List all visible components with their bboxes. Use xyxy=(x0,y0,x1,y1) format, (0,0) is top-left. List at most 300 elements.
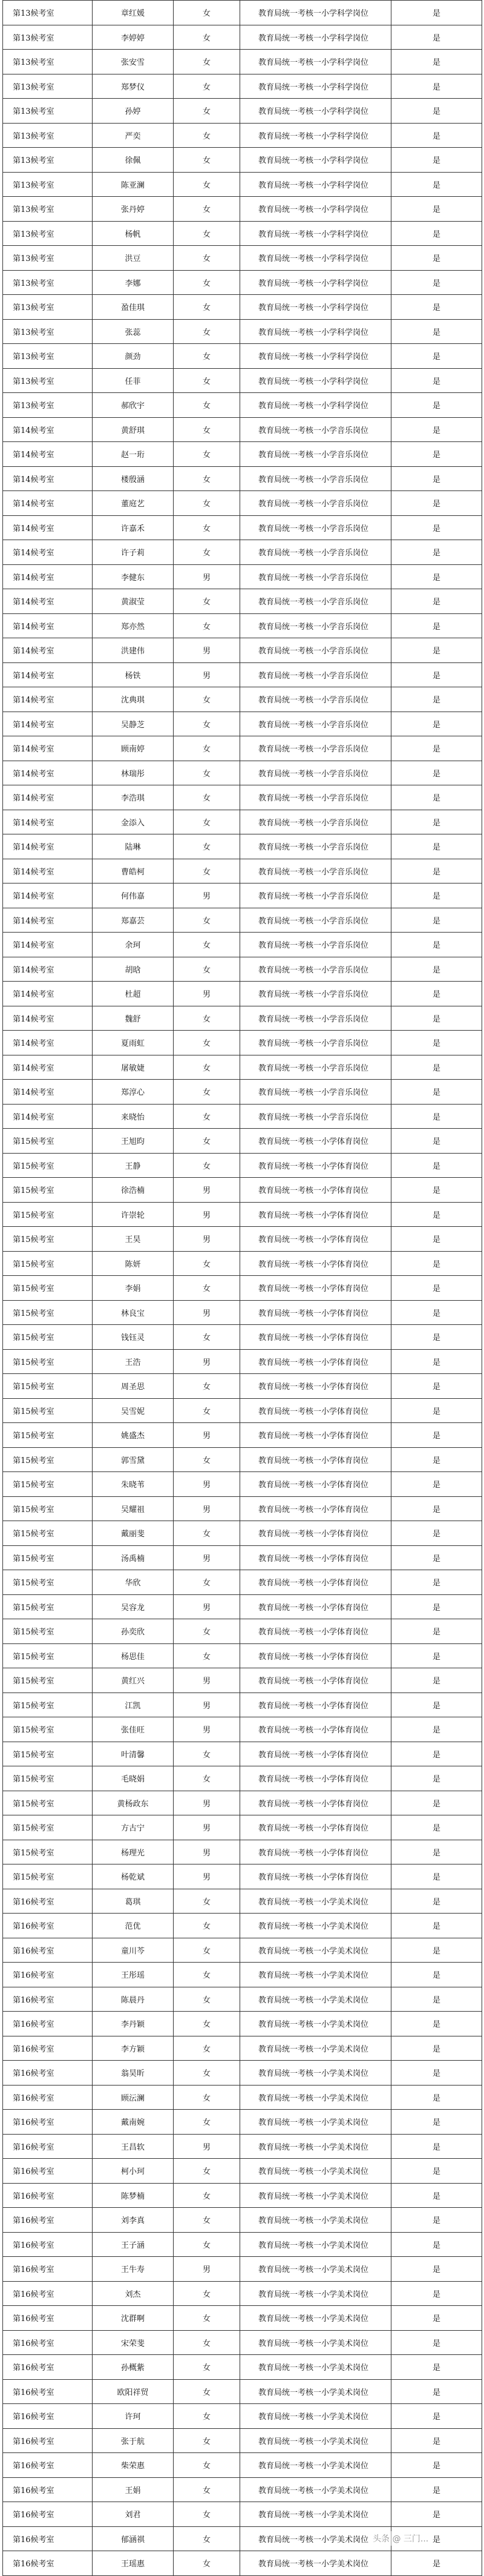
waiting-room-cell: 第15候考室 xyxy=(3,1447,93,1472)
post-cell: 教育局统一考核一小学音乐岗位 xyxy=(240,736,391,761)
waiting-room-cell: 第13候考室 xyxy=(3,270,93,295)
candidate-name-cell: 范优 xyxy=(93,1914,174,1938)
table-row xyxy=(3,2453,482,2478)
waiting-room-cell: 第15候考室 xyxy=(3,1742,93,1766)
waiting-room-cell: 第13候考室 xyxy=(3,344,93,369)
gender-cell: 女 xyxy=(174,2208,240,2233)
table-row xyxy=(3,2061,482,2086)
post-cell: 教育局统一考核一小学美术岗位 xyxy=(240,1914,391,1938)
qualified-cell: 是 xyxy=(391,1545,482,1570)
waiting-room-cell: 第14候考室 xyxy=(3,933,93,957)
waiting-room-cell: 第14候考室 xyxy=(3,883,93,908)
waiting-room-cell: 第13候考室 xyxy=(3,393,93,418)
qualified-cell: 是 xyxy=(391,687,482,712)
waiting-room-cell: 第14候考室 xyxy=(3,982,93,1006)
gender-cell: 女 xyxy=(174,148,240,173)
table-row xyxy=(3,172,482,197)
candidate-name-cell: 李婷婷 xyxy=(93,25,174,50)
waiting-room-cell: 第14候考室 xyxy=(3,1104,93,1129)
gender-cell: 女 xyxy=(174,2036,240,2061)
table-row xyxy=(3,2036,482,2061)
post-cell: 教育局统一考核一小学美术岗位 xyxy=(240,2012,391,2036)
candidate-name-cell: 陈晨丹 xyxy=(93,1987,174,2012)
post-cell: 教育局统一考核一小学科学岗位 xyxy=(240,148,391,173)
waiting-room-cell: 第15候考室 xyxy=(3,1643,93,1668)
post-cell: 教育局统一考核一小学体育岗位 xyxy=(240,1398,391,1423)
qualified-cell: 是 xyxy=(391,1668,482,1693)
candidate-name-cell: 顾沄澜 xyxy=(93,2085,174,2110)
qualified-cell: 是 xyxy=(391,1570,482,1595)
gender-cell: 男 xyxy=(174,2134,240,2159)
post-cell: 教育局统一考核一小学美术岗位 xyxy=(240,2551,391,2576)
table-row xyxy=(3,2183,482,2208)
post-cell: 教育局统一考核一小学体育岗位 xyxy=(240,1129,391,1154)
candidate-name-cell: 柴荣惠 xyxy=(93,2453,174,2478)
gender-cell: 男 xyxy=(174,982,240,1006)
waiting-room-cell: 第16候考室 xyxy=(3,1963,93,1987)
candidate-name-cell: 屠敏婕 xyxy=(93,1055,174,1080)
gender-cell: 女 xyxy=(174,2183,240,2208)
candidate-name-cell: 柯小珂 xyxy=(93,2159,174,2184)
qualified-cell: 是 xyxy=(391,2526,482,2551)
qualified-cell: 是 xyxy=(391,2061,482,2086)
waiting-room-cell: 第15候考室 xyxy=(3,1227,93,1252)
qualified-cell: 是 xyxy=(391,2453,482,2478)
qualified-cell: 是 xyxy=(391,25,482,50)
table-row xyxy=(3,2281,482,2306)
gender-cell: 女 xyxy=(174,1914,240,1938)
post-cell: 教育局统一考核一小学美术岗位 xyxy=(240,2428,391,2453)
waiting-room-cell: 第15候考室 xyxy=(3,1251,93,1276)
candidate-name-cell: 沈典琪 xyxy=(93,687,174,712)
table-row xyxy=(3,1055,482,1080)
waiting-room-cell: 第16候考室 xyxy=(3,2036,93,2061)
gender-cell: 女 xyxy=(174,2551,240,2576)
gender-cell: 女 xyxy=(174,1570,240,1595)
candidate-name-cell: 葛琪 xyxy=(93,1889,174,1914)
candidate-name-cell: 严奕 xyxy=(93,123,174,148)
qualified-cell: 是 xyxy=(391,1864,482,1889)
candidate-name-cell: 颜劲 xyxy=(93,344,174,369)
table-row xyxy=(3,2012,482,2036)
post-cell: 教育局统一考核一小学音乐岗位 xyxy=(240,834,391,859)
candidate-name-cell: 王瑶惠 xyxy=(93,2551,174,2576)
qualified-cell: 是 xyxy=(391,123,482,148)
candidate-name-cell: 赵一珩 xyxy=(93,442,174,467)
gender-cell: 女 xyxy=(174,2330,240,2355)
candidate-name-cell: 杨帆 xyxy=(93,221,174,246)
waiting-room-cell: 第13候考室 xyxy=(3,25,93,50)
post-cell: 教育局统一考核一小学体育岗位 xyxy=(240,1300,391,1325)
qualified-cell: 是 xyxy=(391,344,482,369)
candidate-name-cell: 杨思佳 xyxy=(93,1643,174,1668)
candidate-name-cell: 李浩琪 xyxy=(93,785,174,810)
gender-cell: 女 xyxy=(174,1374,240,1399)
candidate-name-cell: 朱晓苇 xyxy=(93,1472,174,1497)
waiting-room-cell: 第14候考室 xyxy=(3,712,93,736)
gender-cell: 女 xyxy=(174,2404,240,2429)
gender-cell: 男 xyxy=(174,1300,240,1325)
qualified-cell: 是 xyxy=(391,1227,482,1252)
post-cell: 教育局统一考核一小学体育岗位 xyxy=(240,1815,391,1840)
candidate-name-cell: 江凯 xyxy=(93,1693,174,1717)
qualified-cell: 是 xyxy=(391,2330,482,2355)
post-cell: 教育局统一考核一小学美术岗位 xyxy=(240,2404,391,2429)
candidate-name-cell: 曹皓柯 xyxy=(93,859,174,883)
qualified-cell: 是 xyxy=(391,1300,482,1325)
table-row xyxy=(3,295,482,320)
table-row xyxy=(3,1864,482,1889)
waiting-room-cell: 第16候考室 xyxy=(3,1938,93,1963)
candidate-name-cell: 余珂 xyxy=(93,933,174,957)
table-row xyxy=(3,613,482,638)
gender-cell: 女 xyxy=(174,368,240,393)
table-row xyxy=(3,638,482,663)
waiting-room-cell: 第16候考室 xyxy=(3,2306,93,2331)
gender-cell: 女 xyxy=(174,270,240,295)
table-row xyxy=(3,589,482,614)
post-cell: 教育局统一考核一小学音乐岗位 xyxy=(240,982,391,1006)
table-row xyxy=(3,1717,482,1742)
post-cell: 教育局统一考核一小学音乐岗位 xyxy=(240,1006,391,1031)
post-cell: 教育局统一考核一小学体育岗位 xyxy=(240,1693,391,1717)
table-row xyxy=(3,859,482,883)
candidate-name-cell: 毛晓娟 xyxy=(93,1766,174,1791)
qualified-cell: 是 xyxy=(391,2257,482,2282)
table-row xyxy=(3,123,482,148)
post-cell: 教育局统一考核一小学音乐岗位 xyxy=(240,540,391,565)
qualified-cell: 是 xyxy=(391,1987,482,2012)
candidate-name-cell: 杨乾斌 xyxy=(93,1864,174,1889)
table-row xyxy=(3,1202,482,1227)
qualified-cell: 是 xyxy=(391,2159,482,2184)
gender-cell: 女 xyxy=(174,1251,240,1276)
gender-cell: 女 xyxy=(174,1987,240,2012)
table-row xyxy=(3,515,482,540)
candidate-name-cell: 许崇轮 xyxy=(93,1202,174,1227)
post-cell: 教育局统一考核一小学音乐岗位 xyxy=(240,1080,391,1105)
qualified-cell: 是 xyxy=(391,99,482,124)
qualified-cell: 是 xyxy=(391,1325,482,1350)
post-cell: 教育局统一考核一小学体育岗位 xyxy=(240,1423,391,1448)
qualified-cell: 是 xyxy=(391,2085,482,2110)
qualified-cell: 是 xyxy=(391,2379,482,2404)
qualified-cell: 是 xyxy=(391,589,482,614)
gender-cell: 女 xyxy=(174,393,240,418)
candidate-name-cell: 金添入 xyxy=(93,810,174,834)
gender-cell: 男 xyxy=(174,1791,240,1815)
candidate-name-cell: 徐佩 xyxy=(93,148,174,173)
gender-cell: 女 xyxy=(174,25,240,50)
waiting-room-cell: 第14候考室 xyxy=(3,662,93,687)
candidate-name-cell: 洪豆 xyxy=(93,246,174,271)
qualified-cell: 是 xyxy=(391,2012,482,2036)
candidate-name-cell: 杨理光 xyxy=(93,1840,174,1864)
waiting-room-cell: 第14候考室 xyxy=(3,908,93,933)
post-cell: 教育局统一考核一小学科学岗位 xyxy=(240,344,391,369)
qualified-cell: 是 xyxy=(391,2306,482,2331)
gender-cell: 女 xyxy=(174,1104,240,1129)
gender-cell: 女 xyxy=(174,417,240,442)
gender-cell: 女 xyxy=(174,2428,240,2453)
qualified-cell: 是 xyxy=(391,2208,482,2233)
qualified-cell: 是 xyxy=(391,50,482,74)
candidate-name-cell: 刘李真 xyxy=(93,2208,174,2233)
candidate-name-cell: 戴丽斐 xyxy=(93,1521,174,1546)
candidate-name-cell: 楼殷涵 xyxy=(93,466,174,491)
post-cell: 教育局统一考核一小学美术岗位 xyxy=(240,2477,391,2502)
qualified-cell: 是 xyxy=(391,1447,482,1472)
table-row xyxy=(3,1889,482,1914)
table-row xyxy=(3,1325,482,1350)
post-cell: 教育局统一考核一小学音乐岗位 xyxy=(240,417,391,442)
candidate-name-cell: 钱钰灵 xyxy=(93,1325,174,1350)
qualified-cell: 是 xyxy=(391,613,482,638)
post-cell: 教育局统一考核一小学美术岗位 xyxy=(240,2281,391,2306)
qualified-cell: 是 xyxy=(391,74,482,99)
waiting-room-cell: 第15候考室 xyxy=(3,1545,93,1570)
gender-cell: 女 xyxy=(174,1153,240,1178)
waiting-room-cell: 第15候考室 xyxy=(3,1129,93,1154)
table-row xyxy=(3,810,482,834)
candidate-name-cell: 郭雪黛 xyxy=(93,1447,174,1472)
post-cell: 教育局统一考核一小学音乐岗位 xyxy=(240,515,391,540)
table-row xyxy=(3,908,482,933)
qualified-cell: 是 xyxy=(391,883,482,908)
qualified-cell: 是 xyxy=(391,442,482,467)
gender-cell: 女 xyxy=(174,1521,240,1546)
waiting-room-cell: 第16候考室 xyxy=(3,2159,93,2184)
waiting-room-cell: 第14候考室 xyxy=(3,515,93,540)
table-row xyxy=(3,1104,482,1129)
post-cell: 教育局统一考核一小学体育岗位 xyxy=(240,1178,391,1203)
gender-cell: 女 xyxy=(174,1766,240,1791)
table-row xyxy=(3,1570,482,1595)
table-row xyxy=(3,1496,482,1521)
candidate-name-cell: 吴耀祖 xyxy=(93,1496,174,1521)
gender-cell: 女 xyxy=(174,2502,240,2527)
waiting-room-cell: 第15候考室 xyxy=(3,1521,93,1546)
candidate-name-cell: 李娟 xyxy=(93,1276,174,1301)
post-cell: 教育局统一考核一小学美术岗位 xyxy=(240,1938,391,1963)
post-cell: 教育局统一考核一小学体育岗位 xyxy=(240,1227,391,1252)
candidate-name-cell: 张于航 xyxy=(93,2428,174,2453)
gender-cell: 女 xyxy=(174,466,240,491)
qualified-cell: 是 xyxy=(391,1742,482,1766)
qualified-cell: 是 xyxy=(391,2551,482,2576)
candidate-name-cell: 李娜 xyxy=(93,270,174,295)
qualified-cell: 是 xyxy=(391,1815,482,1840)
post-cell: 教育局统一考核一小学科学岗位 xyxy=(240,368,391,393)
waiting-room-cell: 第14候考室 xyxy=(3,687,93,712)
qualified-cell: 是 xyxy=(391,491,482,516)
waiting-room-cell: 第14候考室 xyxy=(3,540,93,565)
gender-cell: 女 xyxy=(174,2355,240,2380)
waiting-room-cell: 第15候考室 xyxy=(3,1766,93,1791)
candidate-name-cell: 任菲 xyxy=(93,368,174,393)
table-row xyxy=(3,1129,482,1154)
table-row xyxy=(3,1545,482,1570)
gender-cell: 女 xyxy=(174,172,240,197)
table-row xyxy=(3,1766,482,1791)
waiting-room-cell: 第13候考室 xyxy=(3,368,93,393)
waiting-room-cell: 第16候考室 xyxy=(3,2428,93,2453)
waiting-room-cell: 第15候考室 xyxy=(3,1815,93,1840)
candidate-name-cell: 洪建伟 xyxy=(93,638,174,663)
gender-cell: 男 xyxy=(174,1815,240,1840)
post-cell: 教育局统一考核一小学美术岗位 xyxy=(240,2330,391,2355)
gender-cell: 女 xyxy=(174,908,240,933)
gender-cell: 女 xyxy=(174,344,240,369)
table-row xyxy=(3,1987,482,2012)
watermark: 头条 @ 三门... xyxy=(370,2531,431,2546)
table-row xyxy=(3,933,482,957)
post-cell: 教育局统一考核一小学音乐岗位 xyxy=(240,1104,391,1129)
candidate-name-cell: 欧阳祥贸 xyxy=(93,2379,174,2404)
waiting-room-cell: 第14候考室 xyxy=(3,785,93,810)
table-row xyxy=(3,2551,482,2576)
candidate-name-cell: 许子莉 xyxy=(93,540,174,565)
qualified-cell: 是 xyxy=(391,1,482,25)
waiting-room-cell: 第15候考室 xyxy=(3,1300,93,1325)
qualified-cell: 是 xyxy=(391,1643,482,1668)
gender-cell: 女 xyxy=(174,613,240,638)
waiting-room-cell: 第15候考室 xyxy=(3,1864,93,1889)
waiting-room-cell: 第13候考室 xyxy=(3,74,93,99)
gender-cell: 男 xyxy=(174,1594,240,1619)
qualified-cell: 是 xyxy=(391,1423,482,1448)
waiting-room-cell: 第14候考室 xyxy=(3,1055,93,1080)
gender-cell: 女 xyxy=(174,2306,240,2331)
table-row xyxy=(3,2306,482,2331)
qualified-cell: 是 xyxy=(391,1398,482,1423)
post-cell: 教育局统一考核一小学音乐岗位 xyxy=(240,613,391,638)
post-cell: 教育局统一考核一小学美术岗位 xyxy=(240,2306,391,2331)
waiting-room-cell: 第16候考室 xyxy=(3,2551,93,2576)
gender-cell: 女 xyxy=(174,2453,240,2478)
post-cell: 教育局统一考核一小学体育岗位 xyxy=(240,1153,391,1178)
post-cell: 教育局统一考核一小学科学岗位 xyxy=(240,25,391,50)
qualified-cell: 是 xyxy=(391,2110,482,2135)
waiting-room-cell: 第16候考室 xyxy=(3,1987,93,2012)
post-cell: 教育局统一考核一小学体育岗位 xyxy=(240,1472,391,1497)
table-row xyxy=(3,246,482,271)
post-cell: 教育局统一考核一小学体育岗位 xyxy=(240,1619,391,1644)
post-cell: 教育局统一考核一小学体育岗位 xyxy=(240,1864,391,1889)
qualified-cell: 是 xyxy=(391,1496,482,1521)
qualified-cell: 是 xyxy=(391,417,482,442)
candidate-name-cell: 张丹婷 xyxy=(93,197,174,222)
waiting-room-cell: 第13候考室 xyxy=(3,1,93,25)
waiting-room-cell: 第14候考室 xyxy=(3,1031,93,1055)
waiting-room-cell: 第16候考室 xyxy=(3,2061,93,2086)
waiting-room-cell: 第16候考室 xyxy=(3,2012,93,2036)
qualified-cell: 是 xyxy=(391,2355,482,2380)
table-row xyxy=(3,25,482,50)
waiting-room-cell: 第16候考室 xyxy=(3,2502,93,2527)
post-cell: 教育局统一考核一小学科学岗位 xyxy=(240,246,391,271)
post-cell: 教育局统一考核一小学音乐岗位 xyxy=(240,810,391,834)
post-cell: 教育局统一考核一小学体育岗位 xyxy=(240,1276,391,1301)
candidate-name-cell: 姚盛杰 xyxy=(93,1423,174,1448)
table-row xyxy=(3,2134,482,2159)
gender-cell: 女 xyxy=(174,712,240,736)
table-row xyxy=(3,2085,482,2110)
post-cell: 教育局统一考核一小学音乐岗位 xyxy=(240,589,391,614)
waiting-room-cell: 第15候考室 xyxy=(3,1178,93,1203)
table-row xyxy=(3,2428,482,2453)
qualified-cell: 是 xyxy=(391,1178,482,1203)
qualified-cell: 是 xyxy=(391,638,482,663)
gender-cell: 女 xyxy=(174,2085,240,2110)
candidate-name-cell: 黄淑莹 xyxy=(93,589,174,614)
table-row xyxy=(3,1447,482,1472)
table-row xyxy=(3,197,482,222)
candidate-name-cell: 吴容龙 xyxy=(93,1594,174,1619)
waiting-room-cell: 第14候考室 xyxy=(3,859,93,883)
post-cell: 教育局统一考核一小学体育岗位 xyxy=(240,1668,391,1693)
qualified-cell: 是 xyxy=(391,1963,482,1987)
post-cell: 教育局统一考核一小学音乐岗位 xyxy=(240,638,391,663)
candidate-name-cell: 周圣思 xyxy=(93,1374,174,1399)
table-row xyxy=(3,1840,482,1864)
post-cell: 教育局统一考核一小学音乐岗位 xyxy=(240,933,391,957)
candidate-name-cell: 胡晗 xyxy=(93,957,174,982)
post-cell: 教育局统一考核一小学体育岗位 xyxy=(240,1742,391,1766)
post-cell: 教育局统一考核一小学体育岗位 xyxy=(240,1496,391,1521)
table-row xyxy=(3,834,482,859)
waiting-room-cell: 第13候考室 xyxy=(3,148,93,173)
table-row xyxy=(3,540,482,565)
table-row xyxy=(3,1594,482,1619)
qualified-cell: 是 xyxy=(391,540,482,565)
candidate-name-cell: 杨铁 xyxy=(93,662,174,687)
candidate-name-cell: 董庭艺 xyxy=(93,491,174,516)
qualified-cell: 是 xyxy=(391,834,482,859)
gender-cell: 女 xyxy=(174,2526,240,2551)
table-row xyxy=(3,1668,482,1693)
candidate-name-cell: 陈梦楠 xyxy=(93,2183,174,2208)
post-cell: 教育局统一考核一小学科学岗位 xyxy=(240,393,391,418)
waiting-room-cell: 第15候考室 xyxy=(3,1423,93,1448)
post-cell: 教育局统一考核一小学体育岗位 xyxy=(240,1447,391,1472)
post-cell: 教育局统一考核一小学体育岗位 xyxy=(240,1325,391,1350)
candidate-name-cell: 王浩 xyxy=(93,1349,174,1374)
qualified-cell: 是 xyxy=(391,2281,482,2306)
post-cell: 教育局统一考核一小学体育岗位 xyxy=(240,1791,391,1815)
waiting-room-cell: 第15候考室 xyxy=(3,1594,93,1619)
table-row xyxy=(3,1423,482,1448)
waiting-room-cell: 第14候考室 xyxy=(3,491,93,516)
post-cell: 教育局统一考核一小学体育岗位 xyxy=(240,1717,391,1742)
waiting-room-cell: 第15候考室 xyxy=(3,1570,93,1595)
qualified-cell: 是 xyxy=(391,957,482,982)
qualified-cell: 是 xyxy=(391,1276,482,1301)
qualified-cell: 是 xyxy=(391,295,482,320)
candidate-name-cell: 叶清馨 xyxy=(93,1742,174,1766)
post-cell: 教育局统一考核一小学音乐岗位 xyxy=(240,687,391,712)
gender-cell: 女 xyxy=(174,1447,240,1472)
candidate-name-cell: 方古宁 xyxy=(93,1815,174,1840)
waiting-room-cell: 第15候考室 xyxy=(3,1840,93,1864)
gender-cell: 男 xyxy=(174,1227,240,1252)
candidate-name-cell: 陆琳 xyxy=(93,834,174,859)
table-row xyxy=(3,712,482,736)
table-row xyxy=(3,1398,482,1423)
table-row xyxy=(3,2404,482,2429)
gender-cell: 女 xyxy=(174,1055,240,1080)
gender-cell: 女 xyxy=(174,1325,240,1350)
